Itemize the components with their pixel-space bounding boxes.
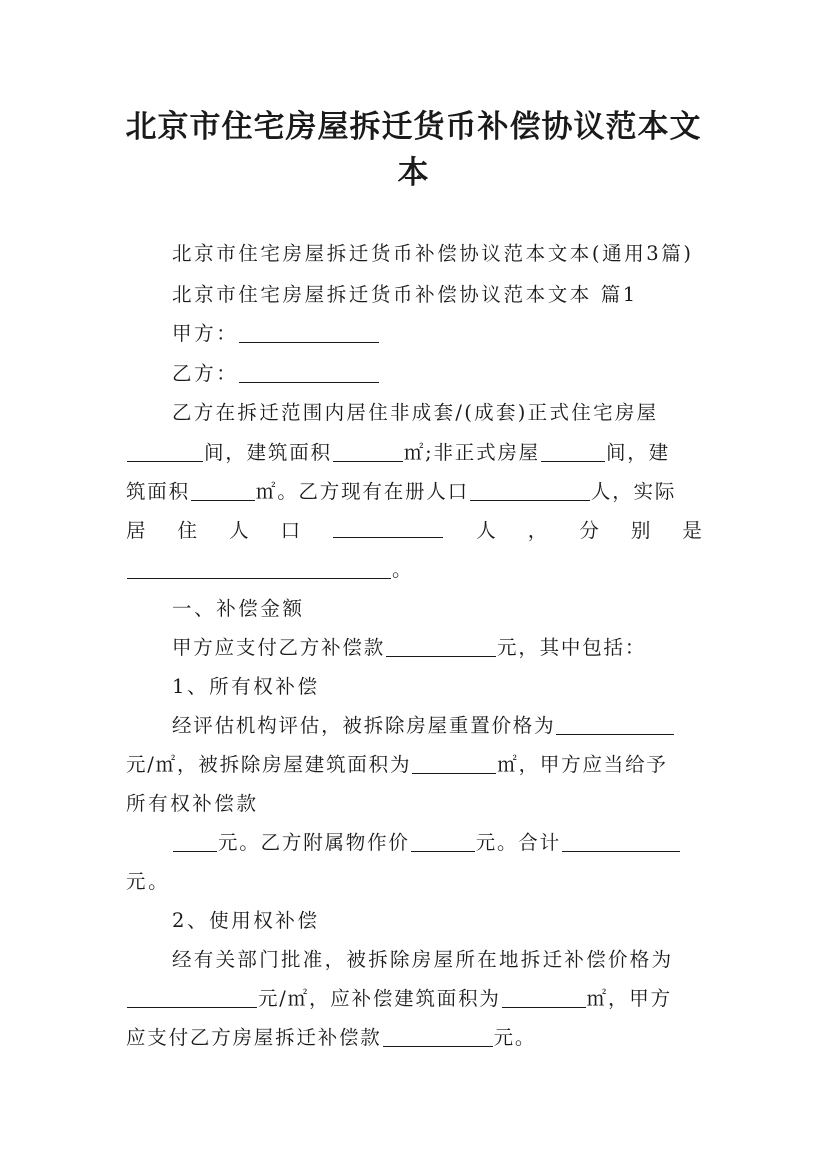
p1-line-3-c: 人，实际 (590, 480, 677, 503)
replacement-price-blank[interactable] (556, 714, 674, 735)
p1-line-2-b: ㎡;非正式房屋 (403, 441, 540, 464)
heading-use-right-compensation: 2、使用权补偿 (172, 909, 320, 932)
area-blank[interactable] (333, 441, 403, 462)
resident-people-blank[interactable] (333, 517, 443, 538)
p3-line-2 (126, 751, 702, 779)
names-blank[interactable] (127, 558, 391, 579)
p4-line-3-b: 元。 (493, 1026, 537, 1049)
p1-word: 人 (229, 519, 249, 542)
party-b-blank[interactable] (239, 362, 379, 383)
document-title-line-1: 北京市住宅房屋拆迁货币补偿协议范本文 (125, 109, 702, 145)
p3-line-5: 元。 (126, 870, 171, 893)
p1-word: 口 (280, 519, 301, 542)
p4-line-3-a: 应支付乙方房屋拆迁补偿款 (126, 1026, 382, 1049)
p1-line-2 (126, 439, 702, 467)
p4-line-2-b: ㎡，甲方 (586, 987, 672, 1010)
informal-area-blank[interactable] (191, 480, 255, 501)
ownership-amount-blank[interactable] (173, 831, 217, 852)
p3-line-4-b: 元。合计 (475, 831, 561, 854)
p4-line-2 (126, 985, 702, 1013)
p3-line-4-a: 元。乙方附属物作价 (218, 831, 410, 854)
p3-line-3: 所有权补偿款 (126, 792, 259, 815)
p2-line (172, 634, 702, 662)
p3-line-2-b: ㎡，甲方应当给予 (497, 753, 668, 776)
attachments-value-blank[interactable] (411, 831, 475, 852)
p1-line-2-a: 间，建筑面积 (204, 441, 332, 464)
compensated-area-blank[interactable] (502, 987, 586, 1008)
p1-word: 人 (476, 519, 496, 542)
p1-line-1: 乙方在拆迁范围内居住非成套/(成套)正式住宅房屋 (172, 401, 659, 424)
rooms-blank[interactable] (127, 441, 203, 462)
party-b-label: 乙方： (172, 362, 239, 385)
p1-word: 别 (630, 519, 651, 542)
p3-line-1-text: 经评估机构评估，被拆除房屋重置价格为 (172, 714, 556, 737)
p2-b: 元，其中包括： (497, 636, 647, 659)
p1-line-4 (126, 517, 702, 545)
local-price-blank[interactable] (127, 987, 257, 1008)
document-subtitle: 北京市住宅房屋拆迁货币补偿协议范本文本(通用3篇) (172, 242, 694, 265)
party-a-line (172, 320, 702, 348)
party-a-label: 甲方： (172, 322, 239, 345)
p4-line-1: 经有关部门批准，被拆除房屋所在地拆迁补偿价格为 (172, 948, 674, 971)
p3-line-1 (172, 712, 702, 740)
p4-line-3 (126, 1024, 702, 1052)
p1-line-5-end: 。 (392, 558, 415, 581)
p4-line-2-a: 元/㎡，应补偿建筑面积为 (258, 987, 501, 1010)
heading-compensation-amount: 一、补偿金额 (172, 597, 305, 620)
p1-word: 分 (579, 519, 599, 542)
demolition-compensation-blank[interactable] (383, 1026, 493, 1047)
p1-word: 住 (177, 519, 198, 542)
p1-word: ， (527, 519, 548, 542)
p2-a: 甲方应支付乙方补偿款 (172, 636, 386, 659)
p1-line-3-a: 筑面积 (126, 480, 190, 503)
demolished-area-blank[interactable] (412, 753, 496, 774)
p1-line-2-c: 间，建 (605, 441, 670, 464)
p3-line-4 (172, 829, 702, 857)
p1-word: 居 (126, 519, 146, 542)
subtotal-blank[interactable] (562, 831, 680, 852)
p1-word: 是 (682, 519, 702, 542)
p1-line-3-b: ㎡。乙方现有在册人口 (255, 480, 469, 503)
document-title-line-2: 本 (397, 155, 430, 191)
party-a-blank[interactable] (239, 322, 379, 343)
section-heading: 北京市住宅房屋拆迁货币补偿协议范本文本 篇1 (172, 283, 638, 306)
p1-line-5 (126, 556, 702, 584)
heading-ownership-compensation: 1、所有权补偿 (172, 675, 320, 698)
p3-line-2-a: 元/㎡，被拆除房屋建筑面积为 (126, 753, 412, 776)
informal-rooms-blank[interactable] (541, 441, 605, 462)
registered-people-blank[interactable] (470, 480, 590, 501)
p1-line-3 (126, 478, 702, 506)
total-compensation-blank[interactable] (386, 636, 496, 657)
party-b-line (172, 360, 702, 388)
